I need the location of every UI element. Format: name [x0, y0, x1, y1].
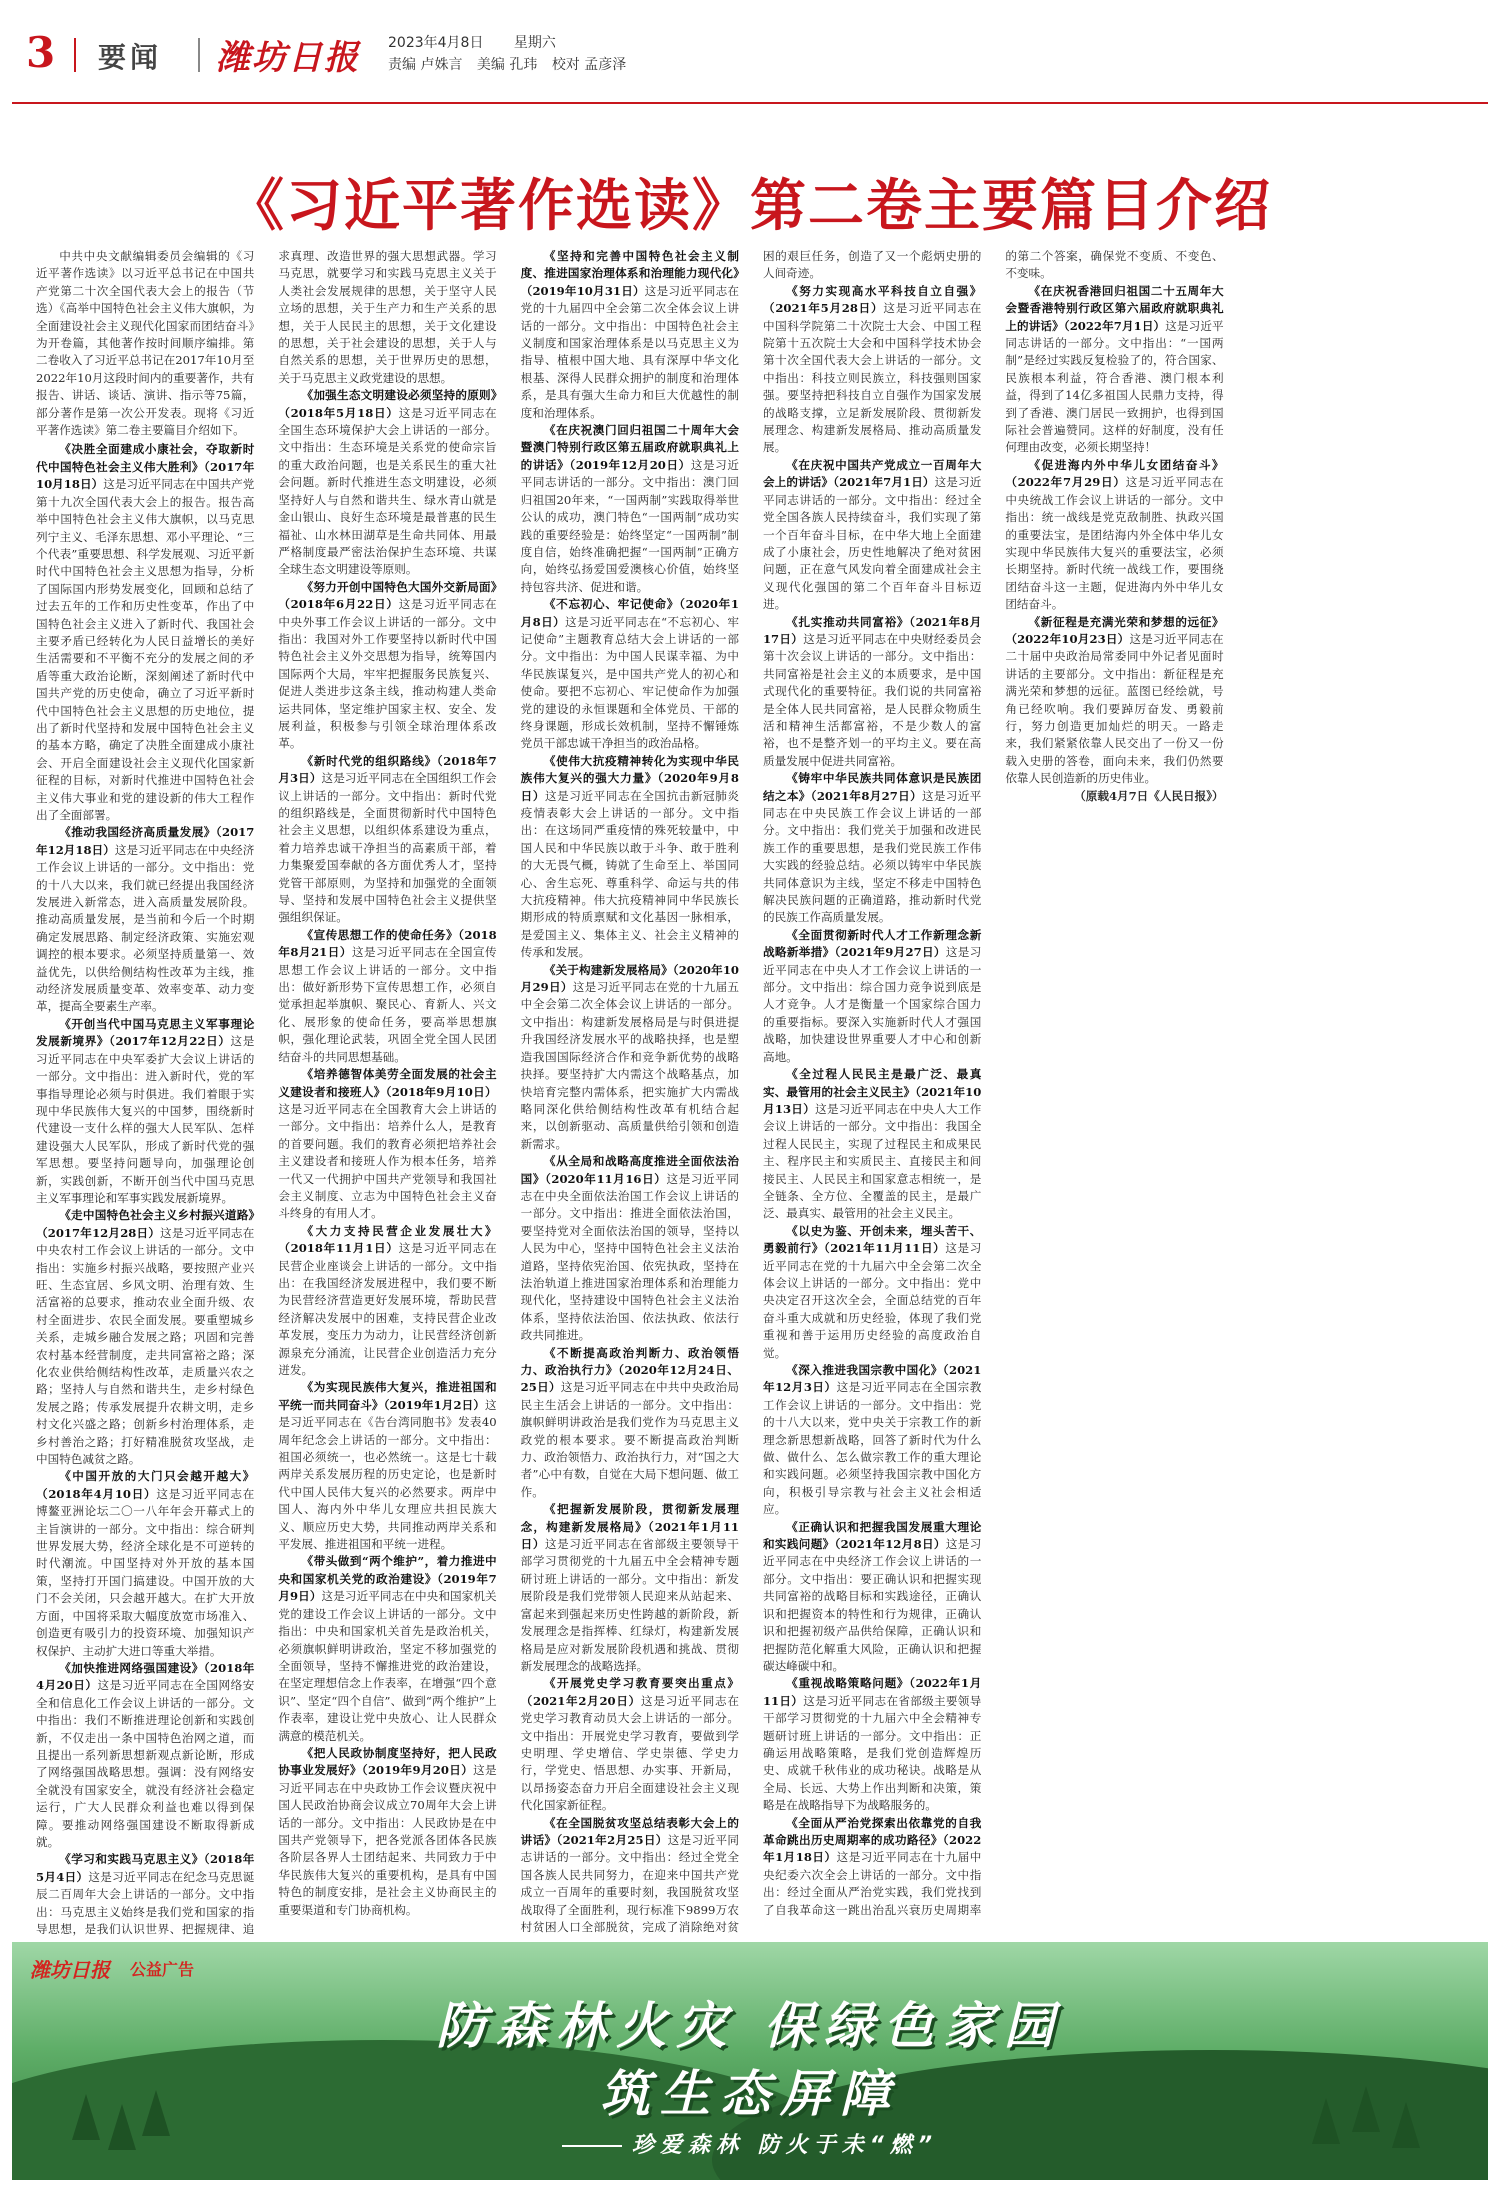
issue-weekday: 星期六 — [513, 35, 556, 51]
article-entry — [36, 441, 254, 824]
article-entry — [763, 457, 981, 614]
article-entry — [278, 387, 496, 578]
article-title: 《走中国特色社会主义乡村振兴道路》（2017年12月28日） — [36, 1208, 255, 1240]
article-summary: 这是习近平同志在“不忘初心、牢记使命”主题教育总结大会上讲话的一部分。文中指出：为中国人民谋幸福、为中华民族谋复兴，是中国共产党人的初心和使命。要把不忘初心、牢记使命作为加强党的建设的永恒课题和全体党员、干部的终身课题，形成长效机制，坚持不懈锤炼党员干部忠诚干净担当的政治品格。 — [520, 614, 739, 751]
article-summary: 这是习近平同志在中国共产党第十九次全国代表大会上的报告。报告高举中国特色社会主义伟大旗帜，以马克思列宁主义、毛泽东思想、邓小平理论、“三个代表”重要思想、科学发展观、习近平新时代中国特色社会主义思想为指导，分析了国际国内形势发展变化，回顾和总结了过去五年的工作和历史性变革，作出了中国特色社会主义进入了新时代、我国社会主要矛盾已经转化为人民日益增长的美好生活需要和不平衡不充分的发展之间的矛盾等重大政治论断，深刻阐述了新时代中国共产党的历史使命，确立了习近平新时代中国特色社会主义思想的历史地位，提出了新时代坚持和发展中国特色社会主义的基本方略，确定了决胜全面建成小康社会、开启全面建设社会主义现代化国家新征程的目标，对新时代推进中国特色社会主义伟大事业和党的建设新的伟大工程作出了全面部署。 — [36, 477, 255, 822]
article-title: 《不忘初心、牢记使命》（2020年1月8日） — [520, 597, 739, 629]
masthead-divider — [198, 38, 200, 72]
article-title: 《大力支持民营企业发展壮大》（2018年11月1日） — [278, 1223, 497, 1256]
article-title: 《推动我国经济高质量发展》（2017年12月18日） — [36, 825, 255, 857]
designer-credit: 美编 孔玮 — [476, 57, 538, 73]
ad-logo: 潍坊日报 — [30, 1958, 110, 1982]
article-title: 《全面从严治党探索出依靠党的自我革命跳出历史周期率的成功路径》（2022年1月18日） — [762, 1815, 982, 1865]
article-summary: 这是习近平同志在博鳌亚洲论坛二〇一八年年会开幕式上的主旨演讲的一部分。文中指出：综合研判世界发展大势，经济全球化是不可逆转的时代潮流。中国坚持对外开放的基本国策，坚持打开国门搞建设。中国开放的大门不会关闭，只会越开越大。在扩大开放方面，中国将采取大幅度放宽市场准入、创造更有吸引力的投资环境、加强知识产权保护、主动扩大进口等重大举措。 — [36, 1486, 255, 1658]
article-entry — [1005, 457, 1223, 614]
article-summary: 这是习近平同志在党的十九届六中全会第二次全体会议上讲话的一部分。文中指出：党中央决定召开这次全会，全面总结党的百年奋斗重大成就和历史经验，体现了我们党重视和善于运用历史经验的高度政治自觉。 — [762, 1241, 982, 1360]
public-service-ad — [12, 1942, 1488, 2180]
article-title: 《在全国脱贫攻坚总结表彰大会上的讲话》（2021年2月25日） — [520, 1815, 739, 1847]
article-entry — [36, 1660, 254, 1851]
article-title: 《带头做到“两个维护”，着力推进中央和国家机关党的政治建设》（2019年7月9日） — [278, 1554, 497, 1604]
article-summary: 这是习近平同志在二十届中央政治局常委同中外记者见面时讲话的主要部分。文中指出：新征程是充满光荣和梦想的远征。蓝图已经绘就，号角已经吹响。我们要踔厉奋发、勇毅前行，努力创造更加灿烂的明天。一路走来，我们紧紧依靠人民交出了一份又一份载入史册的答卷，面向未来，我们仍然要依靠人民创造新的历史伟业。 — [1005, 631, 1224, 786]
masthead — [12, 10, 1488, 100]
article-title: 《开创当代中国马克思主义军事理论发展新境界》（2017年12月22日） — [36, 1016, 255, 1049]
article-entry — [278, 579, 496, 753]
article-title: 《努力实现高水平科技自立自强》（2021年5月28日） — [762, 283, 982, 316]
page-headline: 《习近平著作选读》第二卷主要篇目介绍 — [228, 172, 1272, 239]
article-summary: 这是习近平同志在党的十九届五中全会第二次全体会议上讲话的一部分。文中指出：构建新发展格局是与时俱进提升我国经济发展水平的战略抉择，也是塑造我国国际经济合作和竞争新优势的战略抉择。要坚持扩大内需这个战略基点，加快培育完整内需体系，把实施扩大内需战略同深化供给侧结构性改革有机结合起来，以创新驱动、高质量供给引领和创造新需求。 — [520, 980, 739, 1151]
article-title: 《铸牢中华民族共同体意识是民族团结之本》（2021年8月27日） — [762, 771, 982, 803]
article-summary: 这是习近平同志在中央统战工作会议上讲话的一部分。文中指出：统一战线是党克敌制胜、执政兴国的重要法宝，是团结海内外全体中华儿女实现中华民族伟大复兴的重要法宝，必须长期坚持。新时代统一战线工作，要围绕团结奋斗这一主题，促进海内外中华儿女团结奋斗。 — [1005, 475, 1224, 612]
issue-date: 2023年4月8日 — [388, 35, 484, 51]
article-summary: 这是习近平同志在全国网络安全和信息化工作会议上讲话的一部分。文中指出：我们不断推进理论创新和实践创新，不仅走出一条中国特色治网之道，而且提出一系列新思想新观点新论断，形成了网络强国战略思想。强调：没有网络安全就没有国家安全，就没有经济社会稳定运行，广大人民群众利益也难以得到保障。要推动网络强国建设不断取得新成就。 — [36, 1678, 255, 1849]
article-entry — [763, 614, 981, 771]
masthead-divider — [74, 38, 76, 72]
article-entry — [763, 1675, 981, 1814]
article-entry — [1005, 283, 1223, 457]
article-summary: 这是习近平同志在省部级主要领导干部学习贯彻党的十九届五中全会精神专题研讨班上讲话的一部分。文中指出：新发展阶段是我们党带领人民迎来从站起来、富起来到强起来历史性跨越的新阶段，新发展理念是指挥棒、红绿灯，构建新发展格局是应对新发展阶段机遇和挑战、贯彻新发展理念的战略选择。 — [520, 1537, 739, 1673]
source-note: （原载4月7日《人民日报》） — [1074, 788, 1224, 803]
article-summary: 这是习近平同志在民营企业座谈会上讲话的一部分。文中指出：在我国经济发展进程中，我们要不断为民营经济营造更好发展环境，帮助民营经济解决发展中的困难，支持民营企业改革发展，变压力为动力，让民营经济创新源泉充分涌流，让民营企业创造活力充分迸发。 — [278, 1241, 497, 1377]
ad-slogan-line3 — [12, 2128, 1488, 2159]
article-title: 《关于构建新发展格局》（2020年10月29日） — [520, 962, 739, 995]
page-number: 3 — [26, 28, 56, 77]
article-summary: 这是习近平同志在中央经济工作会议上讲话的一部分。文中指出：要正确认识和把握实现共同富裕的战略目标和实践途径，正确认识和把握资本的特性和行为规律，正确认识和把握初级产品供给保障，正确认识和把握防范化解重大风险，正确认识和把握碳达峰碳中和。 — [762, 1537, 982, 1673]
article-summary: 这是习近平同志讲话的一部分。文中指出：经过全党全国各族人民持续奋斗，我们实现了第一个百年奋斗目标，在中华大地上全面建成了小康社会，历史性地解决了绝对贫困问题，正在意气风发向着全面建成社会主义现代化强国的第二个百年奋斗目标迈进。 — [762, 475, 982, 612]
article-summary: 这是习近平同志在全国宣传思想工作会议上讲话的一部分。文中指出：做好新形势下宣传思想工作，必须自觉承担起举旗帜、聚民心、育新人、兴文化、展形象的使命任务，要高举思想旗帜，强化理论武装，巩固全党全国人民团结奋斗的共同思想基础。 — [278, 945, 497, 1064]
article-title: 《以史为鉴、开创未来，埋头苦干、勇毅前行》（2021年11月11日） — [762, 1223, 982, 1256]
article-entry — [763, 1066, 981, 1223]
article-title: 《加强生态文明建设必须坚持的原则》（2018年5月18日） — [278, 388, 497, 420]
article-summary: 这是习近平同志在省部级主要领导干部学习贯彻党的十九届六中全会精神专题研讨班上讲话的一部分。文中指出：正确运用战略策略，是我们党创造辉煌历史、成就千秋伟业的成功秘诀。战略是从全局、长远、大势上作出判断和决策，策略是在战略指导下为战略服务的。 — [762, 1693, 982, 1813]
article-summary: 这是习近平同志在中国科学院第二十次院士大会、中国工程院第十五次院士大会和中国科学技术协会第十次全国代表大会上讲话的一部分。文中指出：科技立则民族立，科技强则国家强。要坚持把科技自立自强作为国家发展的战略支撑，立足新发展阶段、贯彻新发展理念、构建新发展格局、推动高质量发展。 — [762, 301, 982, 455]
article-entry — [763, 1519, 981, 1676]
article-title: 《深入推进我国宗教中国化》（2021年12月3日） — [762, 1363, 982, 1395]
article-title: 《从全局和战略高度推进全面依法治国》（2020年11月16日） — [520, 1154, 739, 1186]
article-title: 《在庆祝中国共产党成立一百周年大会上的讲话》（2021年7月1日） — [762, 457, 982, 490]
paper-logo: 潍坊日报 — [216, 38, 360, 78]
article-summary: 这是习近平同志在党史学习教育动员大会上讲话的一部分。文中指出：开展党史学习教育，要做到学史明理、学史增信、学史崇德、学史力行，学党史、悟思想、办实事、开新局，以昂扬姿态奋力开启全面建设社会主义现代化国家新征程。 — [520, 1693, 739, 1813]
article-entry — [278, 1066, 496, 1223]
article-title: 《使伟大抗疫精神转化为实现中华民族伟大复兴的强大力量》（2020年9月8日） — [520, 753, 739, 803]
article-title: 《促进海内外中华儿女团结奋斗》（2022年7月29日） — [1005, 457, 1224, 490]
article-title: 《开展党史学习教育要突出重点》（2021年2月20日） — [520, 1676, 739, 1708]
article-title: 《正确认识和把握我国发展重大理论和实践问题》（2021年12月8日） — [762, 1519, 982, 1552]
article-list — [36, 248, 1224, 1940]
article-summary: 这是习近平同志在全国教育大会上讲话的一部分。文中指出：培养什么人，是教育的首要问题。我们的教育必须把培养社会主义建设者和接班人作为根本任务，培养一代又一代拥护中国共产党领导和我国社会主义制度、立志为中国特色社会主义奋斗终身的有用人才。 — [278, 1101, 497, 1221]
article-entry — [521, 753, 739, 962]
article-summary: 这是习近平同志在《告台湾同胞书》发表40周年纪念会上讲话的一部分。文中指出：祖国必须统一，也必然统一。这是七十载两岸关系发展历程的历史定论，也是新时代中国人民伟大复兴的必然要求。两岸中国人、海内外中华儿女理应共担民族大义、顺应历史大势，共同推动两岸关系和平发展、推进祖国和平统一进程。 — [278, 1397, 497, 1552]
article-summary: 这是习近平同志在中央全面依法治国工作会议上讲话的一部分。文中指出：推进全面依法治国，要坚持党对全面依法治国的领导，坚持以人民为中心，坚持中国特色社会主义法治道路，坚持依宪治国、依宪执政，坚持在法治轨道上推进国家治理体系和治理能力现代化，坚持建设中国特色社会主义法治体系，坚持依法治国、依法执政、依法行政共同推进。 — [520, 1171, 739, 1343]
article-entry — [763, 770, 981, 927]
masthead-rule — [12, 102, 1488, 104]
article-summary: 这是习近平同志在全国抗击新冠肺炎疫情表彰大会上讲话的一部分。文中指出：在这场同严重疫情的殊死较量中，中国人民和中华民族以敢于斗争、敢于胜利的大无畏气概，铸就了生命至上、举国同心、舍生忘死、尊重科学、命运与共的伟大抗疫精神。伟大抗疫精神同中华民族长期形成的特质禀赋和文化基因一脉相承，是爱国主义、集体主义、社会主义精神的传承和发展。 — [520, 788, 739, 960]
article-summary: 这是习近平同志在中央外事工作会议上讲话的一部分。文中指出：我国对外工作要坚持以新时代中国特色社会主义外交思想为指导，统筹国内国际两个大局，牢牢把握服务民族复兴、促进人类进步这条主线，推动构建人类命运共同体，坚定维护国家主权、安全、发展利益，积极参与引领全球治理体系改革。 — [278, 597, 497, 751]
article-entry — [36, 1468, 254, 1659]
article-title: 《扎实推动共同富裕》（2021年8月17日） — [762, 614, 982, 646]
section-name: 要闻 — [98, 41, 163, 74]
article-summary: 这是习近平同志在十九届中央纪委六次全会上讲话的一部分。文中指出：经过全面从严治党实践，我们党找到了自我革命这一跳出治乱兴衰历史周期率的第二个答案，确保党不变质、不变色、不变味。 — [762, 249, 1224, 1917]
article-entry — [521, 962, 739, 1153]
article-title: 《为实现民族伟大复兴，推进祖国和平统一而共同奋斗》（2019年1月2日） — [278, 1380, 497, 1412]
article-entry — [521, 596, 739, 753]
article-summary: 这是习近平同志在中共中央政治局民主生活会上讲话的一部分。文中指出：旗帜鲜明讲政治是我们党作为马克思主义政党的根本要求。要不断提高政治判断力、政治领悟力、政治执行力，对“国之大者”心中有数，自觉在大局下想问题、做工作。 — [520, 1380, 739, 1499]
article-summary: 这是习近平同志在中央人才工作会议上讲话的一部分。文中指出：综合国力竞争说到底是人才竞争。人才是衡量一个国家综合国力的重要指标。要深入实施新时代人才强国战略，加快建设世界重要人才中心和创新高地。 — [762, 945, 982, 1064]
article-title: 《把人民政协制度坚持好，把人民政协事业发展好》（2019年9月20日） — [278, 1745, 497, 1778]
ad-dash — [562, 2145, 622, 2147]
ad-tag: 公益广告 — [130, 1960, 195, 1979]
article-entry — [521, 1501, 739, 1675]
article-title: 《在庆祝香港回归祖国二十五周年大会暨香港特别行政区第六届政府就职典礼上的讲话》（2022年7月1日） — [1005, 283, 1224, 333]
article-summary: 这是习近平同志讲话的一部分。文中指出：“一国两制”是经过实践反复检验了的，符合国家、民族根本利益，符合香港、澳门根本利益，得到了14亿多祖国人民鼎力支持，得到了香港、澳门居民一致拥护，也得到国际社会普遍赞同。这样的好制度，没有任何理由改变，必须长期坚持！ — [1005, 318, 1224, 455]
article-entry — [278, 927, 496, 1066]
article-summary: 这是习近平同志在全国组织工作会议上讲话的一部分。文中指出：新时代党的组织路线是，全面贯彻新时代中国特色社会主义思想，以组织体系建设为重点，着力培养忠诚干净担当的高素质干部，着力集聚爱国奉献的各方面优秀人才，坚持党管干部原则，为坚持和加强党的全面领导、坚持和发展中国特色社会主义提供坚强组织保证。 — [278, 771, 497, 925]
article-title: 《不断提高政治判断力、政治领悟力、政治执行力》（2020年12月24日、25日） — [520, 1345, 739, 1395]
proofreader-credit: 校对 孟彦泽 — [551, 57, 627, 73]
article-summary: 这是习近平同志在中央财经委员会第十次会议上讲话的一部分。文中指出：共同富裕是社会主义的本质要求，是中国式现代化的重要特征。我们说的共同富裕是全体人民共同富裕，是人民群众物质生活和精神生活都富裕，不是少数人的富裕，也不是整齐划一的平均主义。要在高质量发展中促进共同富裕。 — [762, 631, 982, 768]
article-summary: 这是习近平同志在全国宗教工作会议上讲话的一部分。文中指出：党的十八大以来，党中央关于宗教工作的新理念新思想新战略，回答了新时代为什么做、做什么、怎么做宗教工作的重大理论和实践问题。必须坚持我国宗教中国化方向，积极引导宗教与社会主义社会相适应。 — [762, 1380, 982, 1517]
article-title: 《把握新发展阶段，贯彻新发展理念，构建新发展格局》（2021年1月11日） — [520, 1502, 739, 1552]
article-summary: 这是习近平同志讲话的一部分。文中指出：澳门回归祖国20年来，“一国两制”实践取得举世公认的成功，澳门特色“一国两制”成功实践的重要经验是：始终坚定“一国两制”制度自信，始终准确把握“一国两制”正确方向，始终弘扬爱国爱澳核心价值，始终坚持包容共济、促进和谐。 — [520, 457, 739, 594]
article-summary: 这是习近平同志在中央农村工作会议上讲话的一部分。文中指出：实施乡村振兴战略，要按照产业兴旺、生态宜居、乡风文明、治理有效、生活富裕的总要求，推动农业全面升级、农村全面进步、农民全面发展。要重塑城乡关系，走城乡融合发展之路；巩固和完善农村基本经营制度，走共同富裕之路；深化农业供给侧结构性改革，走质量兴农之路；坚持人与自然和谐共生，走乡村绿色发展之路；传承发展提升农耕文明，走乡村文化兴盛之路；创新乡村治理体系，走乡村善治之路；打好精准脱贫攻坚战，走中国特色减贫之路。 — [36, 1225, 255, 1467]
article-title: 《学习和实践马克思主义》（2018年5月4日） — [36, 1852, 255, 1884]
article-title: 《宣传思想工作的使命任务》（2018年8月21日） — [278, 927, 497, 960]
article-entry — [278, 753, 496, 927]
article-summary: 这是习近平同志在中央经济工作会议上讲话的一部分。文中指出：党的十八大以来，我们就已经提出我国经济发展进入新常态，进入高质量发展阶段。推动高质量发展，是当前和今后一个时期确定发展思路、制定经济政策、实施宏观调控的根本要求。必须坚持质量第一、效益优先，以供给侧结构性改革为主线，推动经济发展质量变革、效率变革、动力变革，提高全要素生产率。 — [36, 842, 255, 1014]
article-entry — [1005, 614, 1223, 788]
article-entry — [763, 283, 981, 457]
article-summary: 这是习近平同志在党的十九届四中全会第二次全体会议上讲话的一部分。文中指出：中国特色社会主义制度和国家治理体系是以马克思主义为指导、植根中国大地、具有深厚中华文化根基、深得人民群众拥护的制度和治理体系，是具有强大生命力和巨大优越性的制度和治理体系。 — [520, 283, 739, 420]
article-title: 《努力开创中国特色大国外交新局面》（2018年6月22日） — [278, 579, 497, 612]
article-title: 《新时代党的组织路线》（2018年7月3日） — [278, 753, 497, 786]
article-entry — [36, 1207, 254, 1468]
article-summary: 这是习近平同志在中央人大工作会议上讲话的一部分。文中指出：我国全过程人民民主，实现了过程民主和成果民主、程序民主和实质民主、直接民主和间接民主、人民民主和国家意志相统一，是全链条、全方位、全覆盖的民主，是最广泛、最真实、最管用的社会主义民主。 — [762, 1101, 982, 1221]
article-entry — [521, 1345, 739, 1502]
article-summary: 这是习近平同志讲话的一部分。文中指出：经过全党全国各族人民共同努力，在迎来中国共产党成立一百周年的重要时刻，我国脱贫攻坚战取得了全面胜利，现行标准下9899万农村贫困人口全部脱贫，完成了消除绝对贫困的艰巨任务，创造了又一个彪炳史册的人间奇迹。 — [520, 249, 982, 1934]
article-summary: 这是习近平同志在中央民族工作会议上讲话的一部分。文中指出：我们党关于加强和改进民族工作的重要思想，是我们党民族工作伟大实践的经验总结。必须以铸牢中华民族共同体意识为主线，坚定不移走中国特色解决民族问题的正确道路，推动新时代党的民族工作高质量发展。 — [762, 788, 982, 925]
article-title: 《全面贯彻新时代人才工作新理念新战略新举措》（2021年9月27日） — [762, 927, 982, 960]
article-title: 《培养德智体美劳全面发展的社会主义建设者和接班人》（2018年9月10日） — [278, 1067, 497, 1099]
article-entry — [521, 1153, 739, 1344]
article-body — [36, 248, 1466, 1940]
article-summary: 这是习近平同志在纪念马克思诞辰二百周年大会上讲话的一部分。文中指出：马克思主义始终是我们党和国家的指导思想，是我们认识世界、把握规律、追求真理、改造世界的强大思想武器。学习马克思，就要学习和实践马克思主义关于人类社会发展规律的思想，关于坚守人民立场的思想，关于生产力和生产关系的思想，关于人民民主的思想，关于文化建设的思想，关于社会建设的思想，关于人与自然关系的思想，关于世界历史的思想，关于马克思主义政党建设的思想。 — [36, 249, 497, 1936]
ad-slogan-line2: 筑生态屏障 — [600, 2065, 900, 2123]
article-title: 《在庆祝澳门回归祖国二十周年大会暨澳门特别行政区第五届政府就职典礼上的讲话》（2019年12月20日） — [520, 423, 739, 472]
article-entry — [278, 1379, 496, 1553]
article-entry — [763, 927, 981, 1066]
article-entry — [278, 1553, 496, 1744]
article-entry — [521, 248, 739, 422]
article-title: 《决胜全面建成小康社会，夺取新时代中国特色社会主义伟大胜利》（2017年10月18日） — [36, 442, 255, 492]
article-title: 《全过程人民民主是最广泛、最真实、最管用的社会主义民主》（2021年10月13日） — [762, 1067, 982, 1116]
masthead-meta — [388, 32, 636, 76]
article-entry — [278, 1223, 496, 1380]
editor-credit: 责编 卢姝言 — [388, 57, 463, 73]
article-entry — [278, 1745, 496, 1919]
intro-paragraph: 中共中央文献编辑委员会编辑的《习近平著作选读》以习近平总书记在中国共产党第二十次全国代表大会上的报告（节选）《高举中国特色社会主义伟大旗帜，为全面建设社会主义现代化国家而团结奋斗》为开卷篇，其他著作按时间顺序编排。第二卷收入了习近平总书记在2017年10月至2022年10月这段时间内的重要著作，共有报告、讲话、谈话、演讲、指示等75篇，部分著作是第一次公开发表。现将《习近平著作选读》第二卷主要篇目介绍如下。 — [36, 249, 255, 438]
article-summary: 这是习近平同志在中央和国家机关党的建设工作会议上讲话的一部分。文中指出：中央和国家机关首先是政治机关，必须旗帜鲜明讲政治，坚定不移加强党的全面领导，坚持不懈推进党的政治建设，在坚定理想信念上作表率，在增强“四个意识”、坚定“四个自信”、做到“两个维护”上作表率，建设让党中央放心、让人民群众满意的模范机关。 — [278, 1589, 497, 1743]
article-title: 《新征程是充满光荣和梦想的远征》（2022年10月23日） — [1005, 614, 1224, 646]
article-summary: 这是习近平同志在全国生态环境保护大会上讲话的一部分。文中指出：生态环境是关系党的使命宗旨的重大政治问题，也是关系民生的重大社会问题。新时代推进生态文明建设，必须坚持好人与自然和谐共生、绿水青山就是金山银山、良好生态环境是最普惠的民生福祉、山水林田湖草是生命共同体、用最严格制度最严密法治保护生态环境、共谋全球生态文明建设等原则。 — [278, 405, 497, 577]
article-summary: 这是习近平同志在中央军委扩大会议上讲话的一部分。文中指出：进入新时代，党的军事指导理论必须与时俱进。我们着眼于实现中华民族伟大复兴的中国梦，围绕新时代建设一支什么样的强大人民军队、怎样建设强大人民军队，形成了新时代党的强军思想。要坚持问题导向，加强理论创新，实践创新，不断开创当代中国马克思主义军事理论和军事实践发展新境界。 — [36, 1034, 255, 1205]
article-title: 《加快推进网络强国建设》（2018年4月20日） — [36, 1660, 255, 1693]
article-entry — [521, 422, 739, 596]
article-entry — [763, 1223, 981, 1362]
ad-slogan-line1: 防森林火灾 保绿色家园 — [436, 1997, 1064, 2055]
article-entry — [521, 1675, 739, 1814]
article-title: 《重视战略策略问题》（2022年1月11日） — [762, 1676, 982, 1708]
article-entry — [36, 824, 254, 1015]
ad-slogan-line3-text: 珍爱森林 防火于未“燃” — [632, 2133, 938, 2158]
article-entry — [763, 1362, 981, 1519]
article-title: 《坚持和完善中国特色社会主义制度、推进国家治理体系和治理能力现代化》（2019年10月31日） — [520, 249, 739, 298]
article-title: 《中国开放的大门只会越开越大》（2018年4月10日） — [36, 1469, 255, 1501]
article-entry — [36, 1016, 254, 1207]
article-summary: 这是习近平同志在中央政协工作会议暨庆祝中国人民政治协商会议成立70周年大会上讲话的一部分。文中指出：人民政协是在中国共产党领导下，把各党派各团体各民族各阶层各界人士团结起来、共同致力于中华民族伟大复兴的重要机构，是具有中国特色的制度安排，是社会主义协商民主的重要渠道和专门协商机构。 — [278, 1763, 497, 1917]
